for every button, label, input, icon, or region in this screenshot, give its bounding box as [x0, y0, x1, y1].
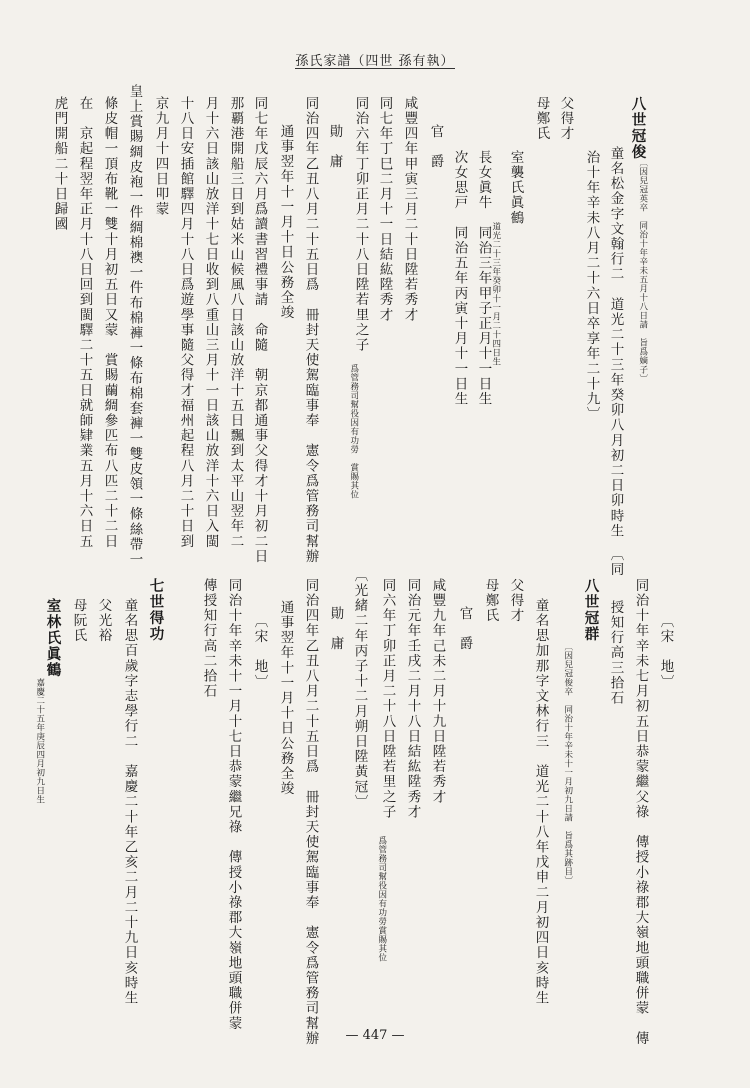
page-title: 孫氏家譜（四世 孫有執）	[295, 54, 455, 69]
text-column: 母鄭氏	[533, 96, 550, 142]
text-column: 室襲氏眞鶴	[507, 150, 524, 226]
text-column: 同七年戊辰六月爲讀書習禮事請 命隨 朝京都通事父得才十月初二日	[251, 96, 268, 565]
text-column: 通事翌年十一月十日公務全竣	[277, 600, 294, 797]
text-column: 十八日安插館驛四月十八日爲遊學事隨父得才福州起程八月二十日到	[177, 96, 194, 549]
text-column: 母阮氏	[70, 598, 87, 644]
text-column: 父得才	[507, 578, 524, 624]
section-heading: 〔宋 地〕	[657, 614, 674, 690]
section-heading: 官 爵	[427, 124, 444, 170]
text-column: 同治十年辛未七月初五日恭蒙繼父祿 傳授小祿郡大嶺地頭職併蒙 傳	[632, 578, 649, 1047]
annotation: 爲管務司幫役因有功勞賞賜其位	[376, 836, 387, 962]
text-column: 同六年丁卯正月二十八日陞若里之子	[379, 578, 396, 820]
section-heading: 官 爵	[456, 606, 473, 652]
annotation: 爲管務司幫役因有功勞 賞賜其位	[348, 364, 359, 499]
text-column: 月十六日該山放洋十七日收到八重山三月十一日該山放洋十六日入閩	[202, 96, 219, 549]
text-column: 童名思加那字文林行三 道光二十八年戊申二月初四日亥時生	[532, 598, 549, 1006]
generation-heading: 七世得功	[147, 578, 165, 643]
section-heading: 勛 庸	[327, 606, 344, 652]
text-column: 咸豐四年甲寅三月二十日陞若秀才	[401, 96, 418, 323]
text-column: 同治四年乙丑八月二十五日爲 冊封天使駕臨事奉 憲令爲管務司幫辦	[302, 96, 319, 565]
page-header	[0, 50, 750, 69]
page-number: — 447 —	[345, 1028, 405, 1043]
section-heading: 〔宋 地〕	[251, 614, 268, 690]
text-column: 那覇港開船三日到姑米山候風八日該山放洋十五日飄到太平山翌年二	[227, 96, 244, 549]
text-column: 條皮帽一頂布靴一雙十月初五日又蒙 賞賜繭綢參匹布八匹二十二日	[101, 96, 118, 549]
generation-heading: 八世冠群	[582, 578, 600, 643]
text-column: 咸豐九年己未二月十九日陞若秀才	[429, 578, 446, 805]
generation-heading: 八世冠俊	[629, 96, 647, 161]
text-column: 母鄭氏	[482, 578, 499, 624]
header-rule	[295, 68, 455, 69]
text-column: 虎門開船二十日歸國	[51, 96, 68, 232]
text-column: 同七年丁巳二月十一日結紘陞秀才	[376, 96, 393, 323]
text-column: 治十年辛未八月二十六日卒享年二十九〕	[583, 150, 600, 422]
text-column: 同治十年辛未十一月十七日恭蒙繼兄祿 傳授小祿郡大嶺地頭職併蒙	[225, 578, 242, 1031]
text-column: 在 京起程翌年正月十八日回到閩驛二十五日就師肄業五月十六日五	[76, 96, 93, 549]
annotation: 道光二十三年癸卯十一月二十四日生	[490, 222, 501, 366]
annotation: 嘉慶二十五年庚辰四月初九日生	[34, 678, 45, 804]
annotation: 〔因兒冠俊卒 同治十年辛未十一月初九日請 旨爲其跡目〕	[562, 642, 573, 885]
text-column: 同治六年丁卯正月二十八日陞若里之子	[352, 96, 369, 353]
section-heading: 勛 庸	[326, 124, 343, 170]
text-column: 同治四年乙丑八月二十五日爲 冊封天使駕臨事奉 憲令爲管務司幫辦	[302, 578, 319, 1047]
text-column: 同治元年壬戌二月十八日結紘陞秀才	[404, 578, 421, 820]
text-column: 父得才	[557, 96, 574, 142]
text-column: 皇上賞賜綢皮袍一件綢棉襖一件布棉褲一條布棉套褲一雙皮領一條絲帶一	[126, 84, 143, 568]
text-column: 童名松金字文翰行二 道光二十三年癸卯八月初二日卯時生 〔同	[607, 146, 624, 578]
text-column: 京九月十四日叩蒙	[152, 96, 169, 217]
text-column: 長女眞牛 同治三年甲子正月十一日生	[475, 150, 492, 407]
text-column: 童名思百歲字志學行二 嘉慶二十年乙亥二月二十九日亥時生	[121, 598, 138, 1006]
text-column: 〔光緒二年丙子十二月朔日陞黃冠〕	[351, 568, 368, 810]
text-column: 通事翌年十一月十日公務全竣	[277, 124, 294, 321]
text-column: 授知行高三拾石	[607, 600, 624, 706]
annotation: 〔因兒冠英卒 同治十年辛未五月十八日請 旨爲嫡子〕	[637, 158, 648, 383]
text-column: 室林氏眞鶴	[44, 598, 62, 679]
text-column: 次女思戸 同治五年丙寅十月十一日生	[451, 150, 468, 407]
text-column: 傳授知行高二拾石	[200, 578, 217, 699]
text-column: 父光裕	[95, 598, 112, 644]
